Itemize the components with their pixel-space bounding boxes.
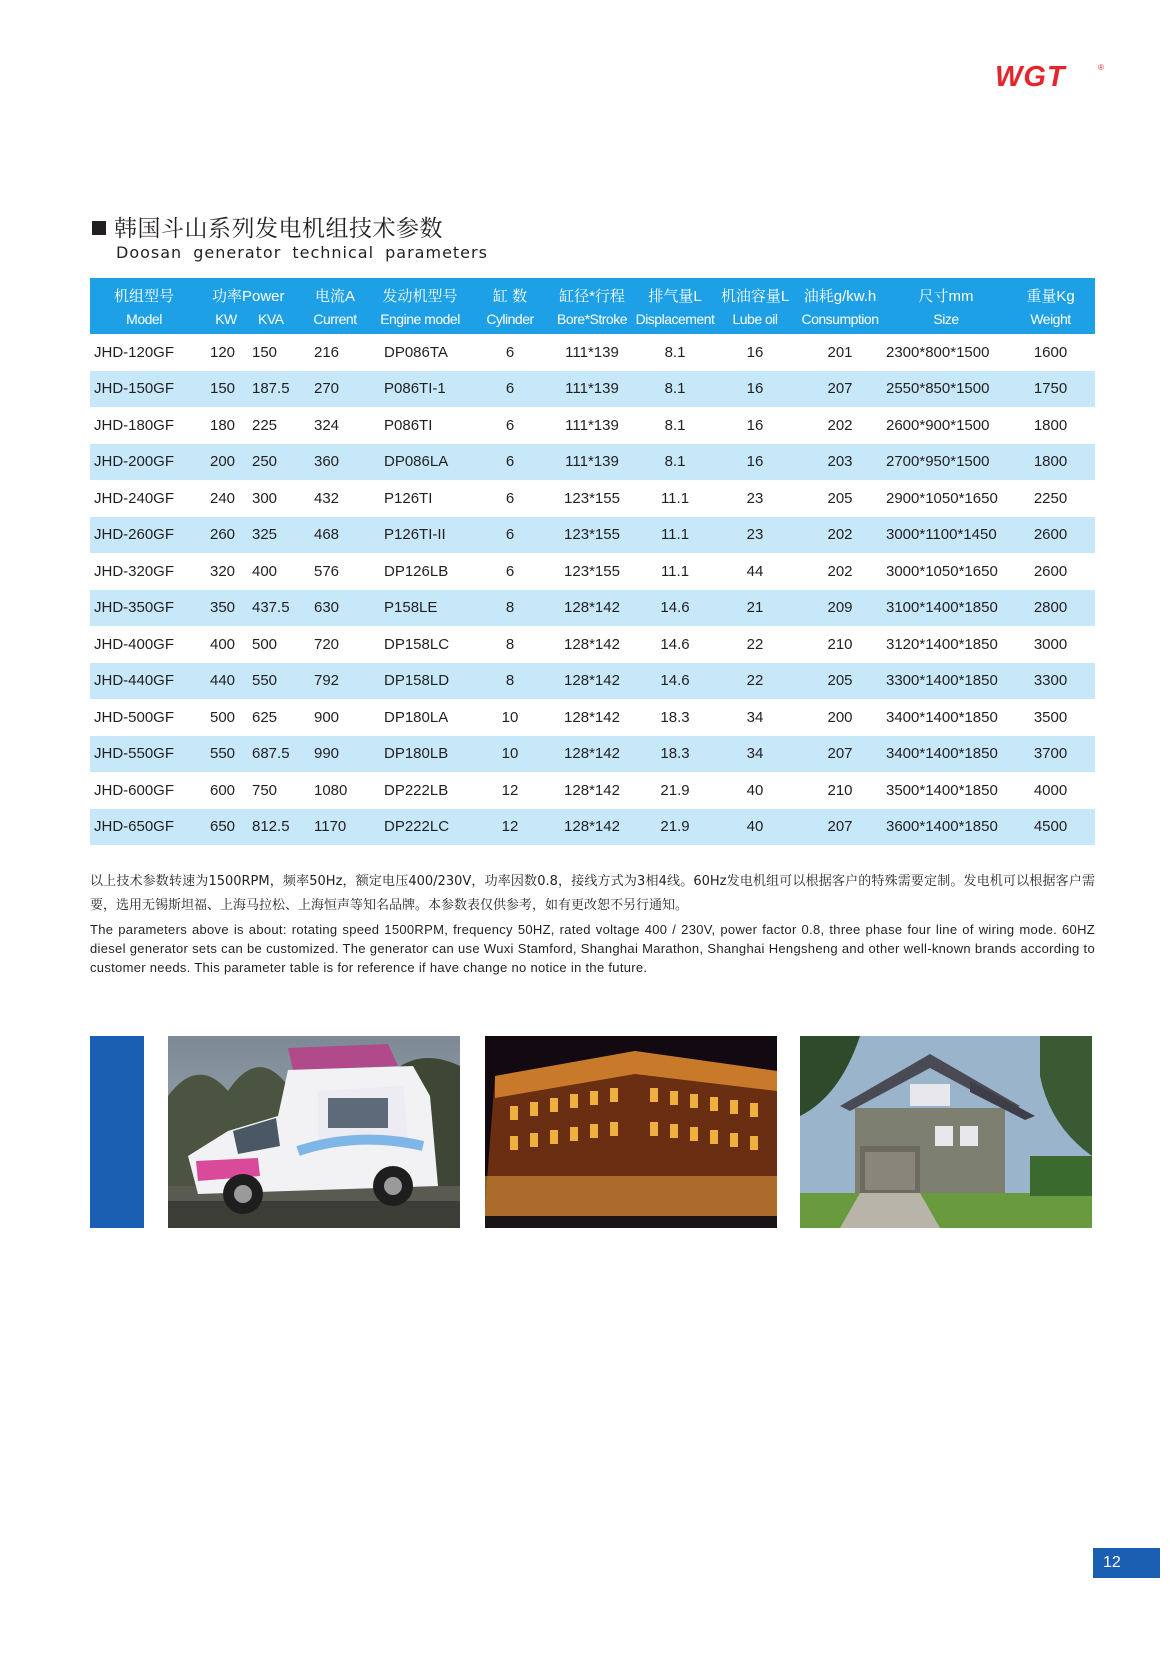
cell-consumption: 207 bbox=[827, 818, 853, 836]
table-row bbox=[90, 699, 1095, 736]
cell-lube: 21 bbox=[746, 599, 764, 617]
table-row bbox=[90, 663, 1095, 700]
cell-lube: 40 bbox=[746, 781, 764, 799]
logo-text: WGT bbox=[995, 61, 1066, 92]
cell-kw: 500 bbox=[210, 708, 236, 726]
cell-cylinder: 6 bbox=[505, 489, 515, 507]
cell-displacement: 21.9 bbox=[660, 781, 690, 799]
cell-engine: P126TI bbox=[384, 489, 433, 507]
cell-weight: 4500 bbox=[1033, 818, 1068, 836]
cell-kva: 250 bbox=[252, 453, 278, 471]
cell-kw: 180 bbox=[210, 416, 236, 434]
cell-current: 1080 bbox=[314, 781, 348, 799]
table-row bbox=[90, 809, 1095, 846]
cell-current: 792 bbox=[314, 672, 340, 690]
cell-cylinder: 6 bbox=[505, 380, 515, 398]
cell-size: 3500*1400*1850 bbox=[886, 781, 998, 799]
cell-bore: 128*142 bbox=[564, 635, 620, 653]
cell-current: 720 bbox=[314, 635, 340, 653]
cell-displacement: 8.1 bbox=[664, 453, 686, 471]
section-title-en: Doosan generator technical parameters bbox=[116, 243, 488, 262]
cell-model: JHD-550GF bbox=[94, 745, 175, 763]
table-row bbox=[90, 517, 1095, 554]
cell-model: JHD-500GF bbox=[94, 708, 175, 726]
cell-kw: 120 bbox=[210, 343, 236, 361]
cell-bore: 123*155 bbox=[564, 489, 620, 507]
cell-bore: 128*142 bbox=[564, 708, 620, 726]
cell-model: JHD-650GF bbox=[94, 818, 175, 836]
cell-size: 2700*950*1500 bbox=[886, 453, 990, 471]
cell-current: 990 bbox=[314, 745, 340, 763]
cell-size: 2300*800*1500 bbox=[886, 343, 990, 361]
table-row bbox=[90, 553, 1095, 590]
header-power: 功率Power KW KVA bbox=[212, 288, 285, 327]
cell-model: JHD-600GF bbox=[94, 781, 175, 799]
cell-current: 270 bbox=[314, 380, 340, 398]
cell-consumption: 200 bbox=[827, 708, 853, 726]
cell-model: JHD-150GF bbox=[94, 380, 175, 398]
cell-engine: DP086TA bbox=[384, 343, 448, 361]
cell-lube: 16 bbox=[746, 416, 764, 434]
cell-consumption: 207 bbox=[827, 380, 853, 398]
table-row bbox=[90, 480, 1095, 517]
cell-kw: 150 bbox=[210, 380, 236, 398]
cell-weight: 4000 bbox=[1033, 781, 1068, 799]
cell-kw: 400 bbox=[210, 635, 236, 653]
cell-size: 3600*1400*1850 bbox=[886, 818, 998, 836]
cell-kw: 350 bbox=[210, 599, 236, 617]
cell-weight: 2250 bbox=[1033, 489, 1068, 507]
cell-cylinder: 12 bbox=[501, 781, 519, 799]
cell-current: 216 bbox=[314, 343, 340, 361]
cell-consumption: 203 bbox=[827, 453, 853, 471]
cell-cylinder: 8 bbox=[505, 635, 515, 653]
cell-current: 576 bbox=[314, 562, 340, 580]
cell-displacement: 11.1 bbox=[660, 489, 690, 507]
cell-consumption: 202 bbox=[827, 416, 853, 434]
cell-weight: 3300 bbox=[1033, 672, 1068, 690]
cell-bore: 123*155 bbox=[564, 526, 620, 544]
cell-weight: 3700 bbox=[1033, 745, 1068, 763]
cell-consumption: 205 bbox=[827, 672, 853, 690]
cell-kw: 600 bbox=[210, 781, 236, 799]
cell-kva: 300 bbox=[252, 489, 278, 507]
cell-size: 3300*1400*1850 bbox=[886, 672, 998, 690]
cell-size: 2900*1050*1650 bbox=[886, 489, 998, 507]
cell-cylinder: 6 bbox=[505, 416, 515, 434]
note-english: The parameters above is about: rotating speed 1500RPM, frequency 50HZ, rated voltage 400 / 230V, power factor 0.8, three phase four line of wiring mode. 60HZ diesel generator sets can be customized. The generator can use Wuxi Stamford, Shanghai Marathon, Shanghai Hengsheng and other well-known brands according to customer needs. This parameter table is for reference if have change no notice in the future. bbox=[90, 922, 1095, 975]
table-row bbox=[90, 407, 1095, 444]
cell-kva: 150 bbox=[252, 343, 278, 361]
cell-lube: 23 bbox=[746, 489, 764, 507]
cell-cylinder: 12 bbox=[501, 818, 519, 836]
illuminated-building-photo bbox=[485, 1036, 777, 1228]
cell-model: JHD-200GF bbox=[94, 453, 175, 471]
cell-bore: 128*142 bbox=[564, 818, 620, 836]
cell-size: 2550*850*1500 bbox=[886, 380, 990, 398]
cell-weight: 3500 bbox=[1033, 708, 1068, 726]
cell-engine: P086TI-1 bbox=[384, 380, 446, 398]
cell-consumption: 210 bbox=[827, 635, 853, 653]
table-row bbox=[90, 334, 1095, 371]
cell-bore: 128*142 bbox=[564, 745, 620, 763]
cell-weight: 2800 bbox=[1033, 599, 1068, 617]
cell-displacement: 18.3 bbox=[660, 745, 690, 763]
cell-model: JHD-440GF bbox=[94, 672, 175, 690]
cell-displacement: 8.1 bbox=[664, 380, 686, 398]
cell-bore: 111*139 bbox=[565, 380, 619, 398]
section-heading bbox=[92, 210, 488, 262]
cell-kva: 437.5 bbox=[252, 599, 290, 617]
header-lube-oil: 机油容量L Lube oil bbox=[720, 288, 790, 327]
cell-displacement: 8.1 bbox=[664, 416, 686, 434]
cell-consumption: 209 bbox=[827, 599, 853, 617]
table-body bbox=[90, 334, 1095, 845]
header-displacement: 排气量L Displacement bbox=[635, 288, 715, 327]
cell-engine: DP180LA bbox=[384, 708, 449, 726]
cell-kva: 225 bbox=[252, 416, 278, 434]
accent-bar bbox=[90, 1036, 144, 1228]
cell-model: JHD-240GF bbox=[94, 489, 175, 507]
cell-cylinder: 6 bbox=[505, 562, 515, 580]
cell-current: 900 bbox=[314, 708, 340, 726]
cell-kw: 650 bbox=[210, 818, 236, 836]
cell-kw: 320 bbox=[210, 562, 236, 580]
cell-engine: P158LE bbox=[384, 599, 438, 617]
page-number: 12 bbox=[1093, 1548, 1160, 1578]
cell-displacement: 8.1 bbox=[664, 343, 686, 361]
cell-cylinder: 10 bbox=[501, 745, 519, 763]
cell-weight: 1750 bbox=[1033, 380, 1068, 398]
cell-bore: 128*142 bbox=[564, 599, 620, 617]
cell-cylinder: 6 bbox=[505, 343, 515, 361]
header-engine-model: 发动机型号 Engine model bbox=[380, 288, 460, 327]
cell-current: 324 bbox=[314, 416, 340, 434]
section-title-zh: 韩国斗山系列发电机组技术参数 bbox=[114, 216, 443, 242]
square-bullet-icon bbox=[92, 221, 106, 235]
table-row bbox=[90, 626, 1095, 663]
table-row bbox=[90, 444, 1095, 481]
cell-engine: DP158LD bbox=[384, 672, 450, 690]
cell-bore: 111*139 bbox=[565, 416, 619, 434]
cell-engine: DP180LB bbox=[384, 745, 449, 763]
cell-model: JHD-180GF bbox=[94, 416, 175, 434]
header-size: 尺寸mm Size bbox=[918, 288, 974, 327]
header-model: 机组型号 Model bbox=[113, 288, 174, 327]
cell-displacement: 11.1 bbox=[660, 562, 690, 580]
cell-current: 1170 bbox=[314, 818, 347, 836]
cell-model: JHD-120GF bbox=[94, 343, 175, 361]
cell-model: JHD-350GF bbox=[94, 599, 175, 617]
ice-cream-van-photo bbox=[168, 1036, 460, 1228]
cell-displacement: 14.6 bbox=[660, 599, 690, 617]
cell-bore: 128*142 bbox=[564, 781, 620, 799]
cell-engine: DP126LB bbox=[384, 562, 449, 580]
cell-size: 3100*1400*1850 bbox=[886, 599, 998, 617]
cell-current: 360 bbox=[314, 453, 340, 471]
header-consumption: 油耗g/kw.h Consumption bbox=[801, 288, 879, 327]
cell-weight: 1600 bbox=[1033, 343, 1068, 361]
cell-weight: 1800 bbox=[1033, 453, 1068, 471]
cell-model: JHD-320GF bbox=[94, 562, 175, 580]
house-photo bbox=[800, 1036, 1092, 1228]
cell-displacement: 18.3 bbox=[660, 708, 690, 726]
cell-current: 630 bbox=[314, 599, 340, 617]
table-row bbox=[90, 371, 1095, 408]
cell-kw: 200 bbox=[210, 453, 236, 471]
cell-weight: 2600 bbox=[1033, 562, 1068, 580]
header-current: 电流A Current bbox=[313, 288, 357, 327]
cell-displacement: 11.1 bbox=[660, 526, 690, 544]
cell-kva: 550 bbox=[252, 672, 278, 690]
cell-bore: 111*139 bbox=[565, 453, 619, 471]
cell-size: 3000*1100*1450 bbox=[886, 526, 997, 544]
cell-weight: 2600 bbox=[1033, 526, 1068, 544]
cell-consumption: 202 bbox=[827, 526, 853, 544]
cell-size: 2600*900*1500 bbox=[886, 416, 990, 434]
table-row bbox=[90, 590, 1095, 627]
cell-consumption: 202 bbox=[827, 562, 853, 580]
cell-cylinder: 8 bbox=[505, 599, 515, 617]
cell-displacement: 14.6 bbox=[660, 672, 690, 690]
cell-consumption: 205 bbox=[827, 489, 853, 507]
cell-engine: DP222LB bbox=[384, 781, 449, 799]
cell-bore: 128*142 bbox=[564, 672, 620, 690]
cell-lube: 34 bbox=[746, 708, 764, 726]
cell-consumption: 207 bbox=[827, 745, 853, 763]
cell-bore: 111*139 bbox=[565, 343, 619, 361]
cell-weight: 3000 bbox=[1033, 635, 1068, 653]
cell-kw: 240 bbox=[210, 489, 236, 507]
cell-lube: 16 bbox=[746, 343, 764, 361]
cell-kva: 625 bbox=[252, 708, 278, 726]
table-row bbox=[90, 736, 1095, 773]
cell-kw: 440 bbox=[210, 672, 236, 690]
table-row bbox=[90, 772, 1095, 809]
cell-size: 3120*1400*1850 bbox=[886, 635, 998, 653]
cell-kw: 550 bbox=[210, 745, 236, 763]
cell-kva: 187.5 bbox=[252, 380, 290, 398]
cell-lube: 16 bbox=[746, 380, 764, 398]
cell-displacement: 14.6 bbox=[660, 635, 690, 653]
cell-cylinder: 8 bbox=[505, 672, 515, 690]
header-cylinder: 缸 数 Cylinder bbox=[486, 288, 534, 327]
wgt-logo bbox=[995, 58, 1110, 92]
cell-kva: 687.5 bbox=[252, 745, 290, 763]
cell-size: 3000*1050*1650 bbox=[886, 562, 998, 580]
cell-bore: 123*155 bbox=[564, 562, 620, 580]
header-bore-stroke: 缸径*行程 Bore*Stroke bbox=[557, 288, 627, 327]
header-weight: 重量Kg Weight bbox=[1026, 288, 1075, 327]
cell-size: 3400*1400*1850 bbox=[886, 745, 998, 763]
cell-size: 3400*1400*1850 bbox=[886, 708, 998, 726]
cell-lube: 23 bbox=[746, 526, 764, 544]
cell-engine: P126TI-II bbox=[384, 526, 446, 544]
cell-cylinder: 6 bbox=[505, 526, 515, 544]
logo-registered-mark: ® bbox=[1098, 63, 1104, 72]
cell-current: 468 bbox=[314, 526, 340, 544]
cell-kva: 325 bbox=[252, 526, 278, 544]
cell-lube: 40 bbox=[746, 818, 764, 836]
cell-engine: DP086LA bbox=[384, 453, 449, 471]
cell-lube: 44 bbox=[746, 562, 764, 580]
cell-lube: 34 bbox=[746, 745, 764, 763]
cell-kva: 500 bbox=[252, 635, 278, 653]
cell-lube: 16 bbox=[746, 453, 764, 471]
cell-kva: 400 bbox=[252, 562, 278, 580]
cell-kva: 750 bbox=[252, 781, 278, 799]
cell-engine: DP158LC bbox=[384, 635, 450, 653]
cell-lube: 22 bbox=[746, 635, 764, 653]
cell-engine: DP222LC bbox=[384, 818, 450, 836]
cell-model: JHD-260GF bbox=[94, 526, 175, 544]
cell-weight: 1800 bbox=[1033, 416, 1068, 434]
cell-consumption: 210 bbox=[827, 781, 853, 799]
cell-kva: 812.5 bbox=[252, 818, 290, 836]
note-chinese: 以上技术参数转速为1500RPM，频率50Hz，额定电压400/230V，功率因数0.8，接线方式为3相4线。60Hz发电机组可以根据客户的特殊需要定制。发电机可以根据客户需要，选用无锡斯坦福、上海马拉松、上海恒声等知名品牌。本参数表仅供参考，如有更改恕不另行通知。 bbox=[90, 874, 1095, 913]
cell-cylinder: 6 bbox=[505, 453, 515, 471]
generator-spec-table bbox=[90, 278, 1095, 846]
cell-lube: 22 bbox=[746, 672, 764, 690]
cell-cylinder: 10 bbox=[501, 708, 519, 726]
cell-engine: P086TI bbox=[384, 416, 433, 434]
cell-consumption: 201 bbox=[827, 343, 853, 361]
cell-displacement: 21.9 bbox=[660, 818, 690, 836]
cell-kw: 260 bbox=[210, 526, 236, 544]
cell-model: JHD-400GF bbox=[94, 635, 175, 653]
notes-block bbox=[90, 870, 1095, 977]
cell-current: 432 bbox=[314, 489, 340, 507]
table-header-row bbox=[90, 278, 1095, 334]
